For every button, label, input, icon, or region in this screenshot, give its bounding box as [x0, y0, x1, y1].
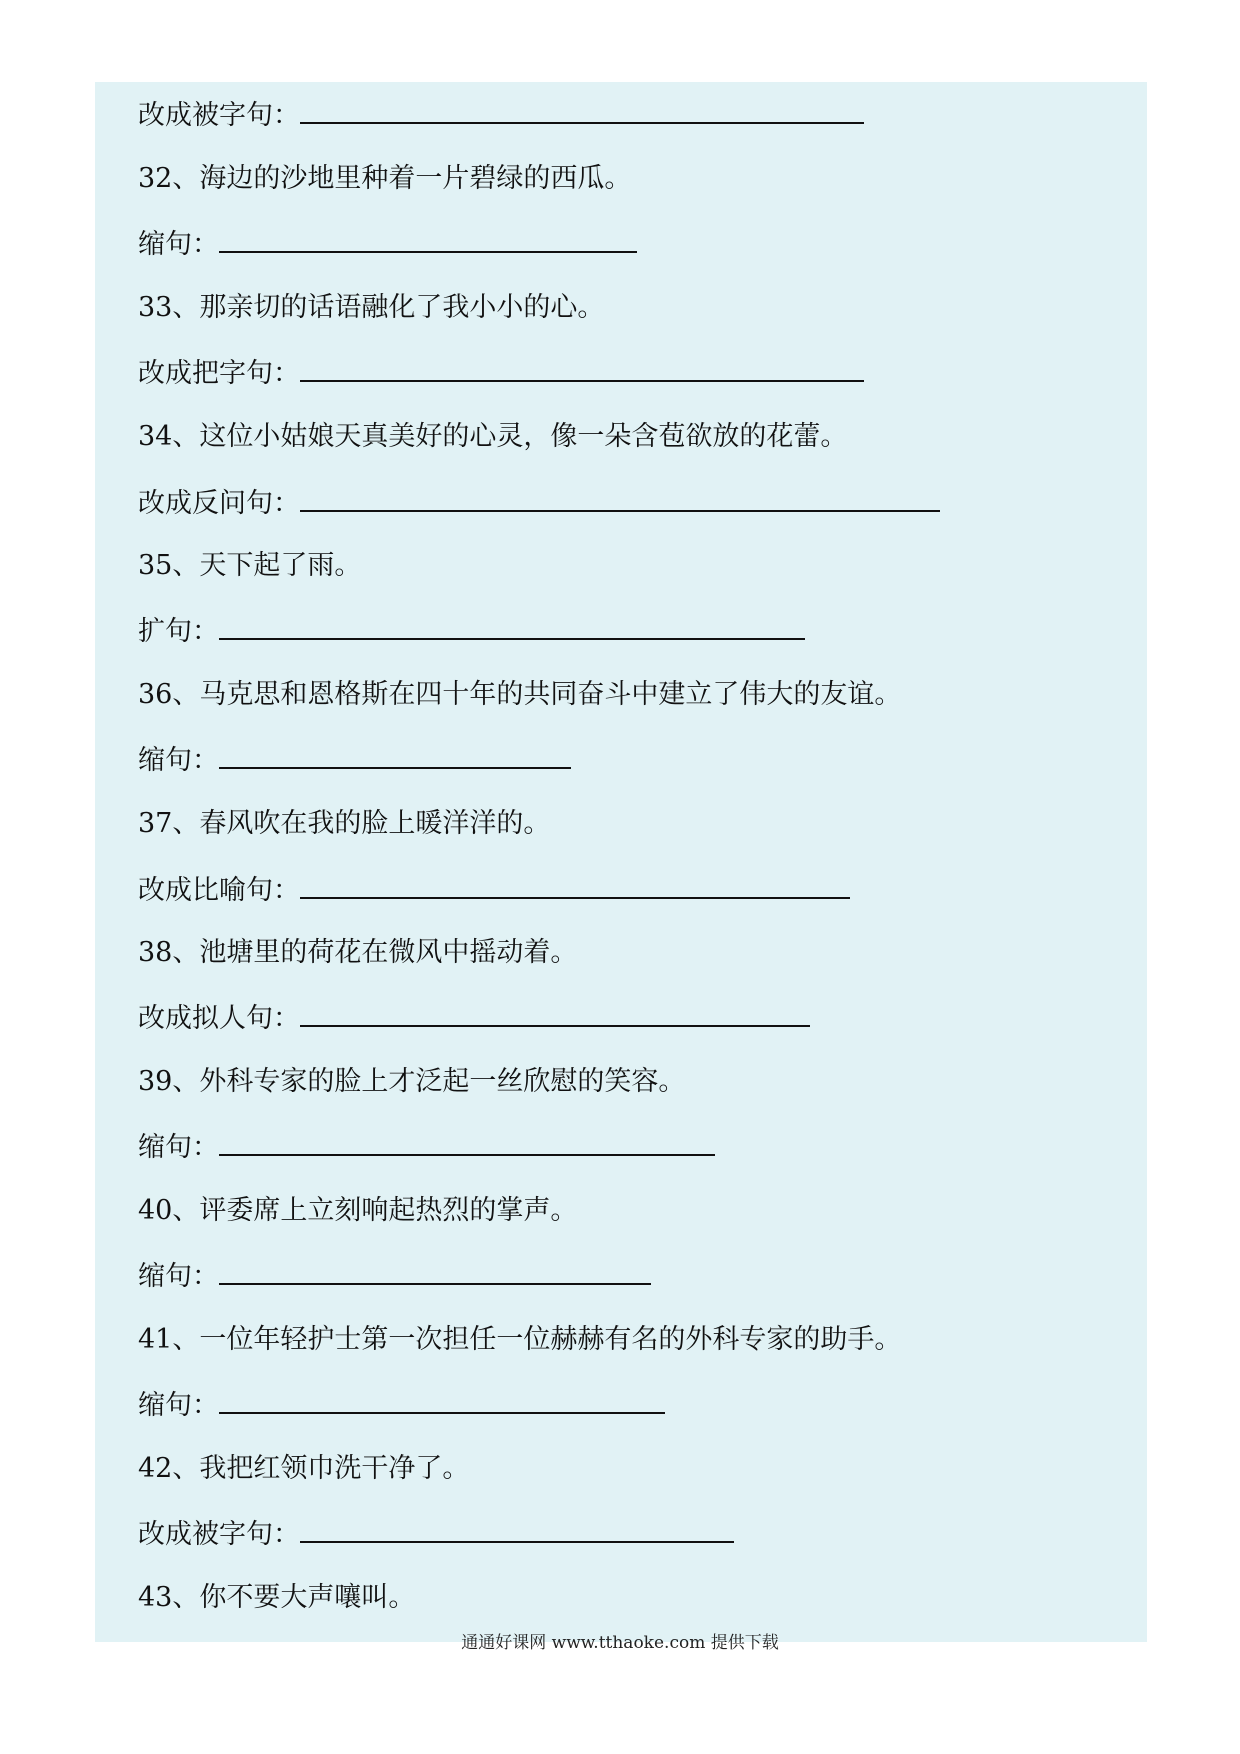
answer-line-34 — [138, 484, 940, 521]
question-38 — [138, 936, 577, 970]
answer-line-31-passive — [138, 96, 864, 133]
question-text: 34、这位小姑娘天真美好的心灵，像一朵含苞欲放的花蕾。 — [138, 421, 848, 452]
question-40 — [138, 1194, 577, 1228]
prompt-label: 改成被字句： — [138, 1519, 300, 1550]
answer-line-42 — [138, 1515, 734, 1552]
answer-blank[interactable] — [219, 612, 805, 640]
question-37 — [138, 807, 550, 841]
question-39 — [138, 1065, 685, 1099]
prompt-label: 改成反问句： — [138, 488, 300, 519]
question-text: 38、池塘里的荷花在微风中摇动着。 — [138, 937, 578, 968]
question-text: 33、那亲切的话语融化了我小小的心。 — [138, 292, 605, 323]
answer-line-37 — [138, 871, 850, 908]
answer-line-40 — [138, 1257, 651, 1294]
prompt-label: 缩句： — [138, 229, 219, 260]
answer-line-36 — [138, 741, 571, 778]
answer-line-33 — [138, 354, 864, 391]
prompt-label: 改成比喻句： — [138, 875, 300, 906]
answer-blank[interactable] — [300, 999, 810, 1027]
question-36 — [138, 678, 901, 712]
question-text: 42、我把红领巾洗干净了。 — [138, 1453, 470, 1484]
answer-line-39 — [138, 1128, 715, 1165]
prompt-label: 缩句： — [138, 1261, 219, 1292]
answer-blank[interactable] — [219, 1128, 715, 1156]
answer-blank[interactable] — [300, 871, 850, 899]
question-41 — [138, 1323, 901, 1357]
answer-line-38 — [138, 999, 810, 1036]
prompt-label: 缩句： — [138, 745, 219, 776]
question-text: 43、你不要大声嚷叫。 — [138, 1582, 416, 1613]
answer-line-41 — [138, 1386, 665, 1423]
question-34 — [138, 420, 847, 454]
answer-blank[interactable] — [300, 1515, 734, 1543]
answer-blank[interactable] — [219, 225, 637, 253]
question-42 — [138, 1452, 469, 1486]
prompt-label: 缩句： — [138, 1390, 219, 1421]
question-text: 41、一位年轻护士第一次担任一位赫赫有名的外科专家的助手。 — [138, 1324, 902, 1355]
question-35 — [138, 549, 361, 583]
answer-blank[interactable] — [300, 96, 864, 124]
question-text: 37、春风吹在我的脸上暖洋洋的。 — [138, 808, 551, 839]
prompt-label: 改成把字句： — [138, 358, 300, 389]
answer-blank[interactable] — [219, 741, 571, 769]
prompt-label: 改成拟人句： — [138, 1003, 300, 1034]
answer-blank[interactable] — [300, 354, 864, 382]
prompt-label: 扩句： — [138, 616, 219, 647]
page-footer: 通通好课网 www.tthaoke.com 提供下载 — [461, 1633, 779, 1653]
question-text: 32、海边的沙地里种着一片碧绿的西瓜。 — [138, 163, 632, 194]
answer-line-32 — [138, 225, 637, 262]
answer-blank[interactable] — [219, 1386, 665, 1414]
answer-blank[interactable] — [300, 484, 940, 512]
question-text: 40、评委席上立刻响起热烈的掌声。 — [138, 1195, 578, 1226]
question-33 — [138, 291, 604, 325]
prompt-label: 改成被字句： — [138, 100, 300, 131]
question-text: 39、外科专家的脸上才泛起一丝欣慰的笑容。 — [138, 1066, 686, 1097]
question-32 — [138, 162, 631, 196]
answer-line-35 — [138, 612, 805, 649]
prompt-label: 缩句： — [138, 1132, 219, 1163]
question-43 — [138, 1581, 415, 1615]
question-text: 35、天下起了雨。 — [138, 550, 362, 581]
answer-blank[interactable] — [219, 1257, 651, 1285]
question-text: 36、马克思和恩格斯在四十年的共同奋斗中建立了伟大的友谊。 — [138, 679, 902, 710]
